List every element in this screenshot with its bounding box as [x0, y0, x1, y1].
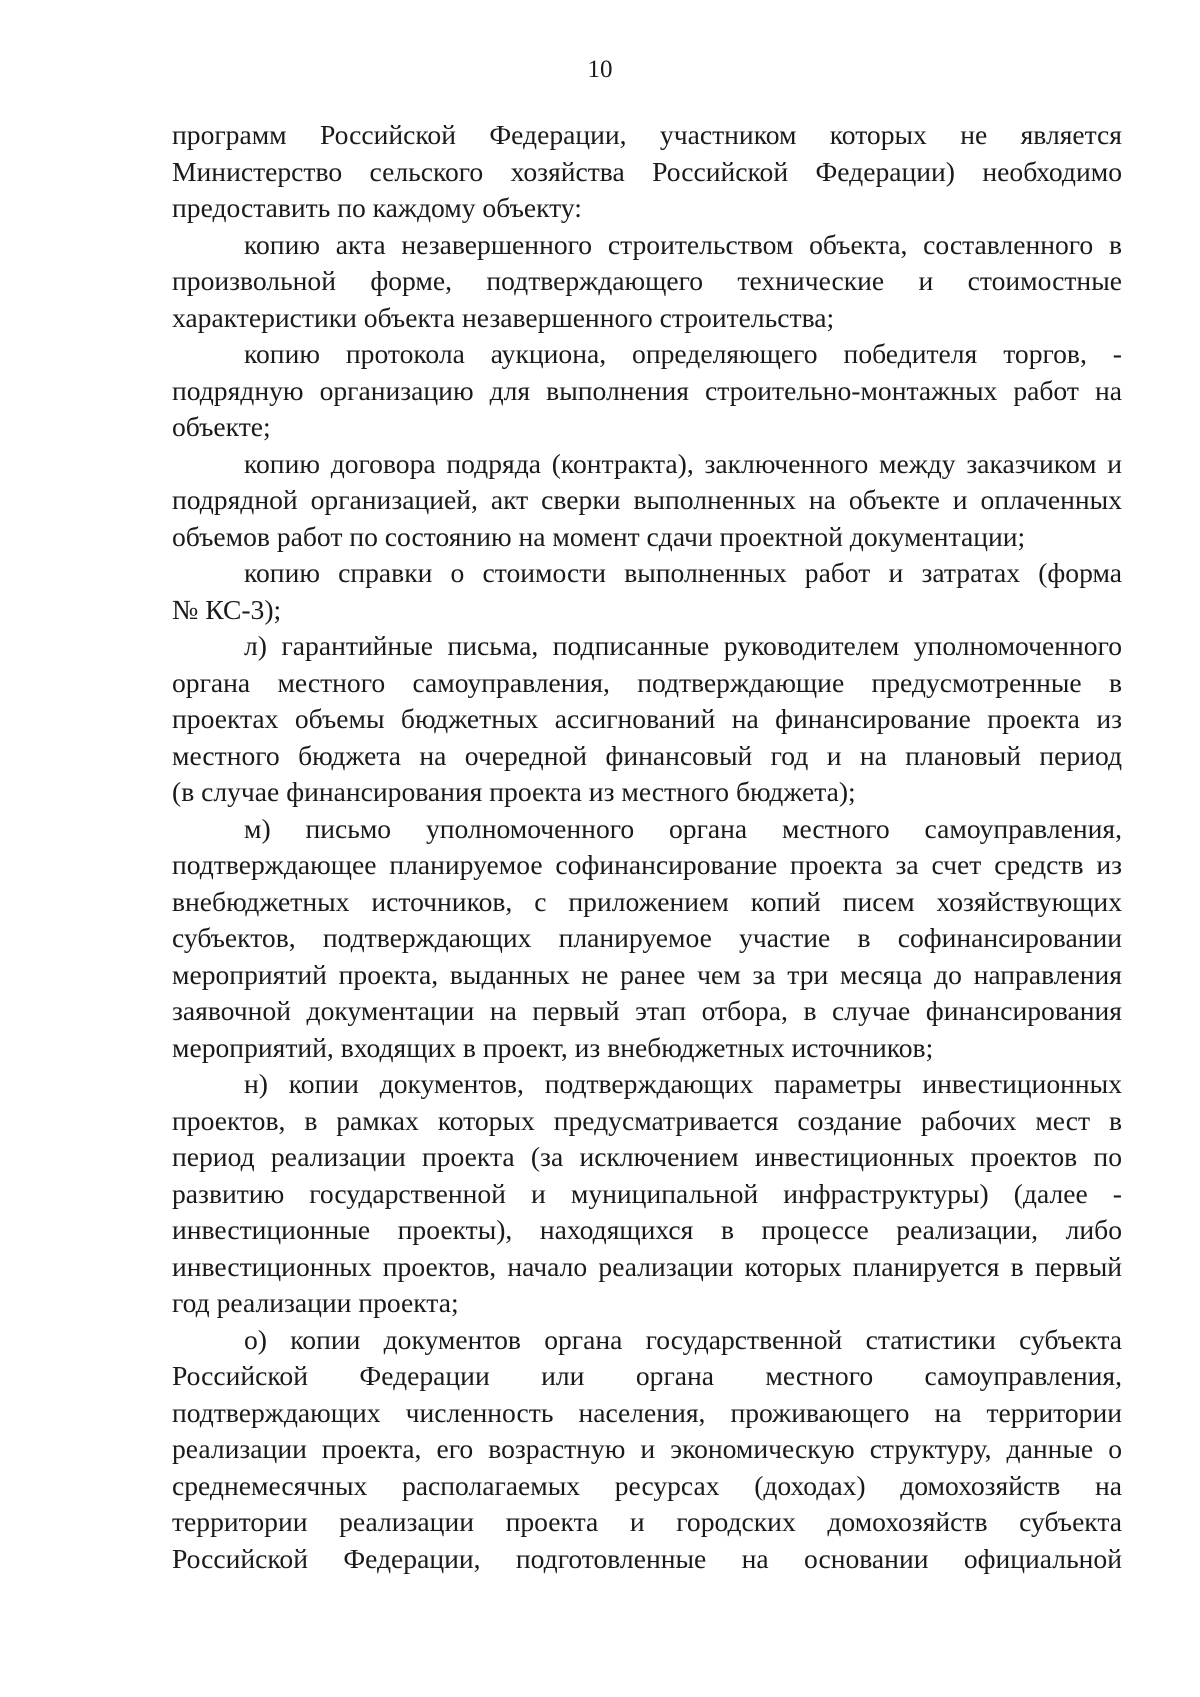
text-line: характеристики объекта незавершенного строительства;: [172, 301, 835, 333]
text-line: органа местного самоуправления, подтверждающие предусмотренные в: [172, 666, 1122, 698]
text-line: подтверждающее планируемое софинансирование проекта за счет средств из: [172, 849, 1122, 880]
text-line: л) гарантийные письма, подписанные руководителем уполномоченного: [244, 630, 1122, 661]
text-line: произвольной форме, подтверждающего технические и стоимостные: [172, 265, 1122, 296]
text-line: местного бюджета на очередной финансовый год и на плановый период: [172, 739, 1122, 771]
text-line: год реализации проекта;: [172, 1287, 459, 1318]
text-line: территории реализации проекта и городских домохозяйств субъекта: [172, 1506, 1122, 1537]
text-line: копию протокола аукциона, определяющего победителя торгов, -: [244, 338, 1122, 369]
text-line: предоставить по каждому объекту:: [172, 192, 582, 223]
text-line: реализации проекта, его возрастную и экономическую структуру, данные о: [172, 1433, 1122, 1464]
text-line: объемов работ по состоянию на момент сдачи проектной документации;: [172, 520, 1026, 552]
page-number: 10: [587, 56, 613, 83]
text-line: период реализации проекта (за исключением инвестиционных проектов по: [172, 1141, 1122, 1172]
text-line: объекте;: [172, 411, 271, 442]
text-line: м) письмо уполномоченного органа местного самоуправления,: [244, 812, 1122, 844]
document-body: [172, 117, 1122, 1577]
text-line: инвестиционных проектов, начало реализации которых планируется в первый: [172, 1250, 1122, 1282]
text-line: мероприятий, входящих в проект, из внебюджетных источников;: [172, 1031, 934, 1063]
text-line: (в случае финансирования проекта из местного бюджета);: [172, 776, 856, 807]
text-line: проектов, в рамках которых предусматривается создание рабочих мест в: [172, 1104, 1122, 1136]
text-line: Министерство сельского хозяйства Российской Федерации) необходимо: [172, 155, 1122, 187]
text-line: подтверждающих численность населения, проживающего на территории: [172, 1396, 1122, 1428]
text-line: субъектов, подтверждающих планируемое участие в софинансировании: [172, 922, 1122, 953]
text-line: мероприятий проекта, выданных не ранее чем за три месяца до направления: [172, 958, 1122, 990]
text-line: программ Российской Федерации, участником которых не является: [172, 119, 1122, 150]
text-line: развитию государственной и муниципальной инфраструктуры) (далее -: [172, 1177, 1122, 1209]
text-line: подрядную организацию для выполнения строительно-монтажных работ на: [172, 374, 1122, 406]
text-line: копию справки о стоимости выполненных работ и затратах (форма: [244, 557, 1122, 588]
text-line: копию договора подряда (контракта), заключенного между заказчиком и: [244, 447, 1122, 479]
text-line: № КС-3);: [172, 593, 282, 625]
text-line: подрядной организацией, акт сверки выполненных на объекте и оплаченных: [172, 484, 1122, 515]
text-line: Российской Федерации или органа местного самоуправления,: [172, 1360, 1122, 1391]
text-line: копию акта незавершенного строительством объекта, составленного в: [244, 228, 1122, 260]
text-line: о) копии документов органа государственной статистики субъекта: [244, 1323, 1122, 1355]
text-line: инвестиционные проекты), находящихся в процессе реализации, либо: [172, 1214, 1122, 1245]
text-line: Российской Федерации, подготовленные на основании официальной: [172, 1542, 1122, 1574]
text-line: внебюджетных источников, с приложением копий писем хозяйствующих: [172, 885, 1122, 917]
text-line: среднемесячных располагаемых ресурсах (доходах) домохозяйств на: [172, 1469, 1122, 1501]
text-line: проектах объемы бюджетных ассигнований на финансирование проекта из: [172, 703, 1122, 734]
text-line: заявочной документации на первый этап отбора, в случае финансирования: [172, 995, 1122, 1026]
text-line: н) копии документов, подтверждающих параметры инвестиционных: [244, 1068, 1122, 1099]
